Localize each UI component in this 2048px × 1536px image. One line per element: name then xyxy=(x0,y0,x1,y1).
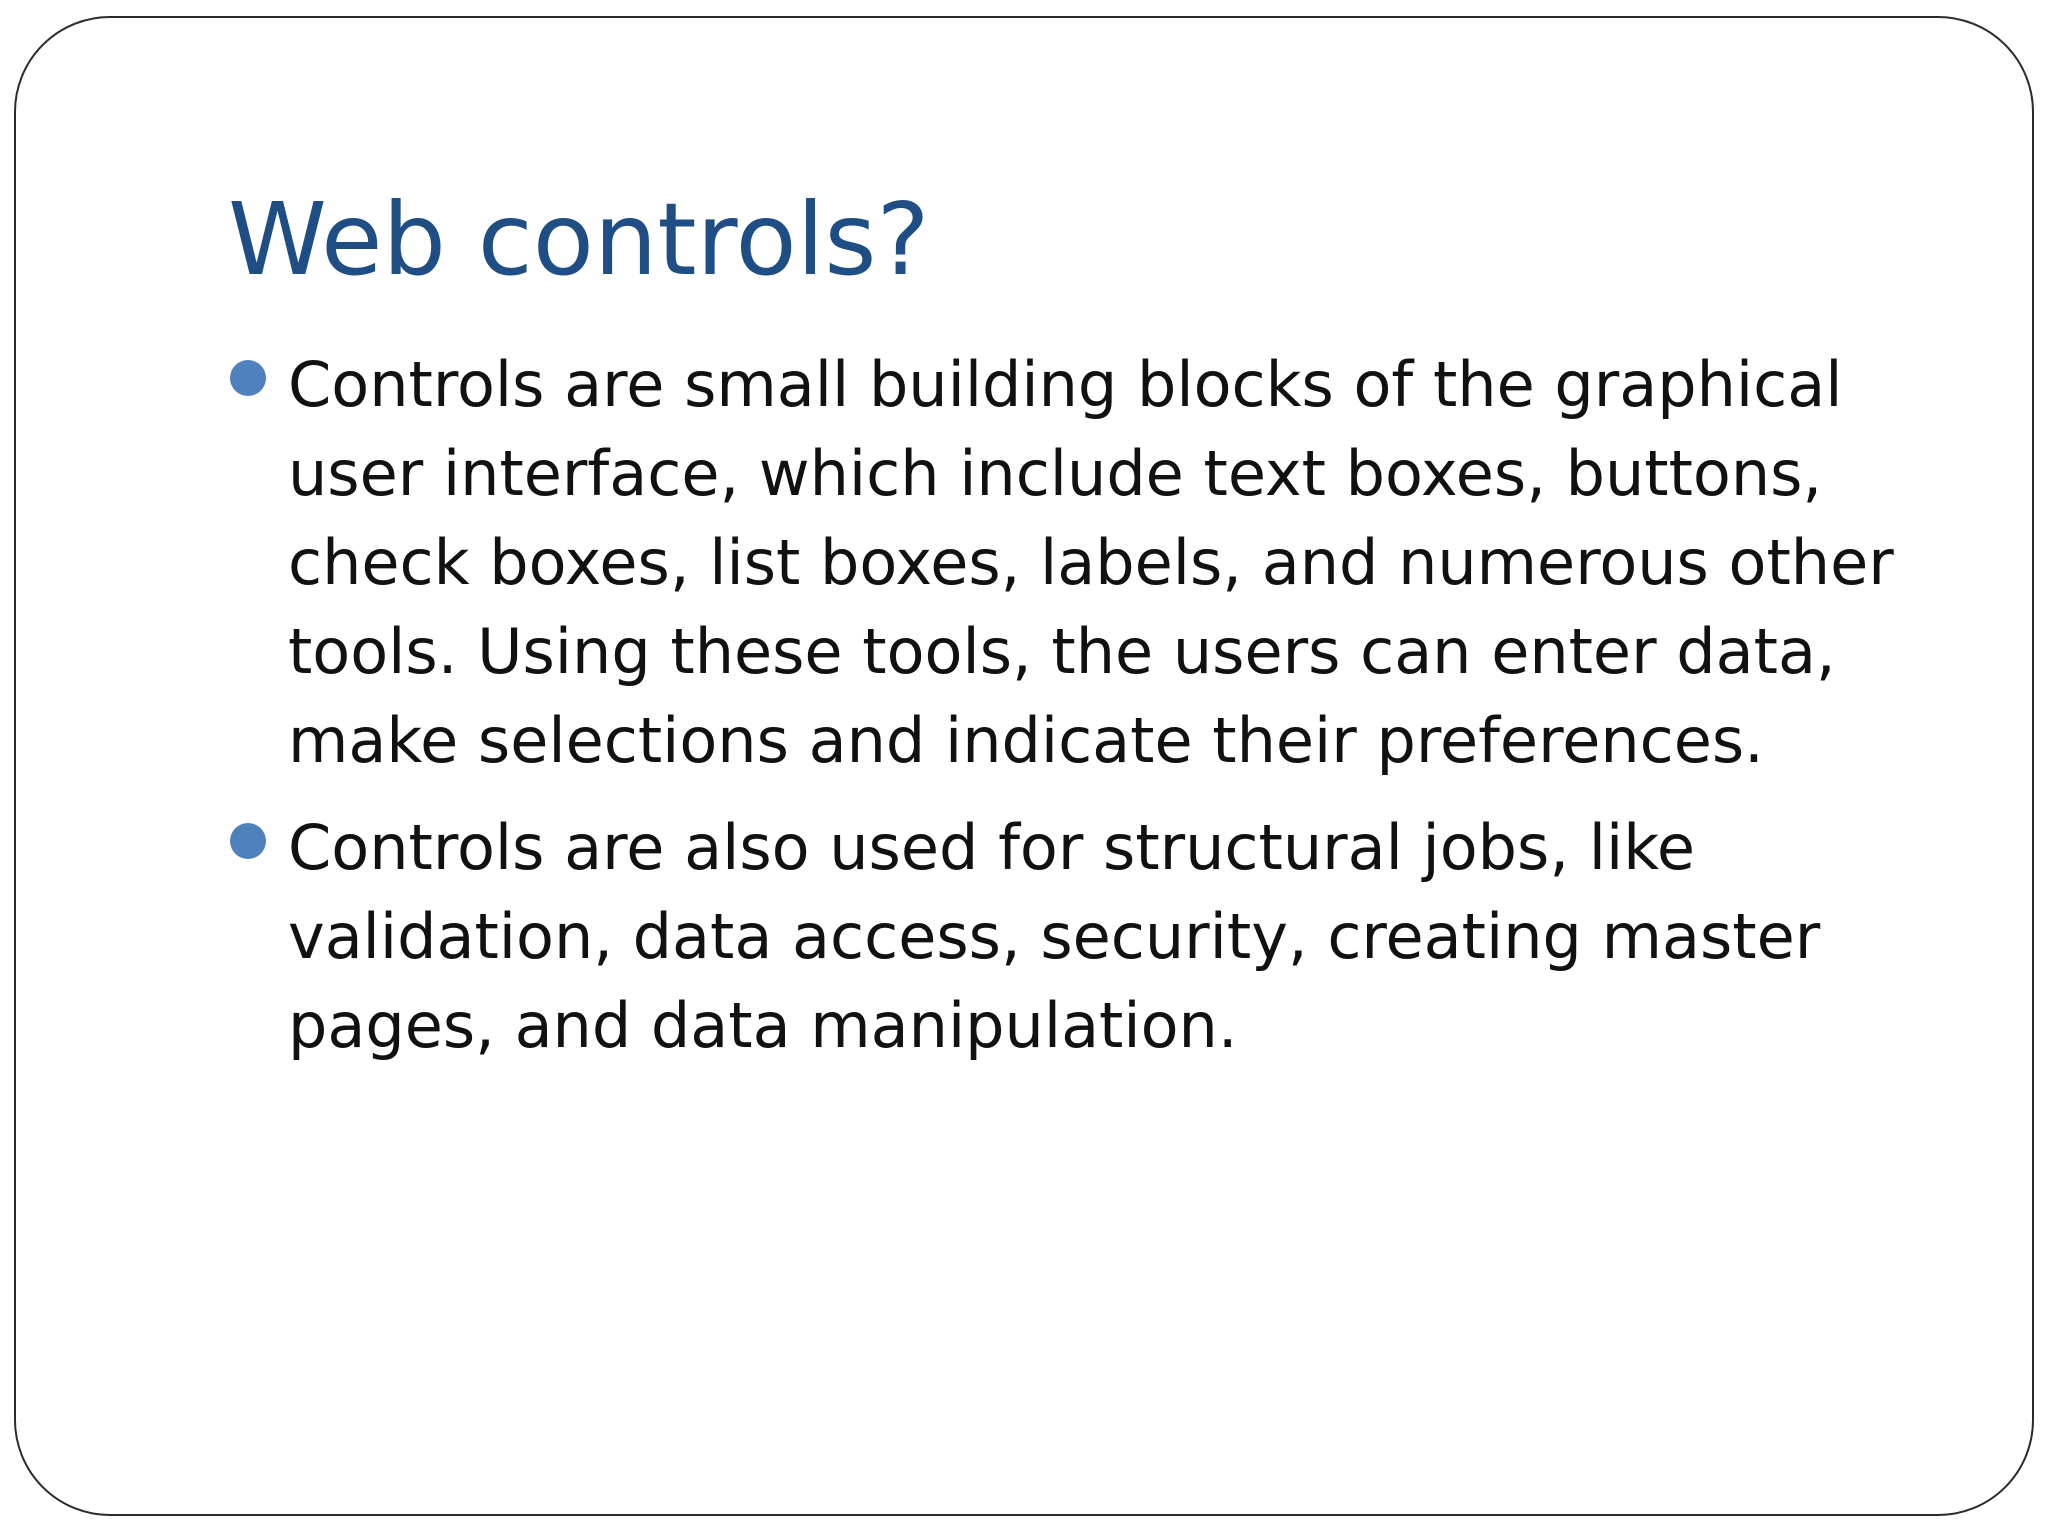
bullet-text: Controls are also used for structural jobs, like validation, data access, security, creating master pages, and data manipulation. xyxy=(288,811,1821,1062)
bullet-dot-icon xyxy=(230,823,266,859)
bullet-dot-icon xyxy=(230,360,266,396)
bullet-item xyxy=(228,803,1908,1070)
bullet-text: Controls are small building blocks of the graphical user interface, which include text boxes, buttons, check boxes, list boxes, labels, and numerous other tools. Using these tools, the users can enter data, make selections and indicate their preferences. xyxy=(288,348,1894,777)
bullet-list xyxy=(228,340,1908,1088)
slide-title: Web controls? xyxy=(228,181,930,298)
bullet-item xyxy=(228,340,1908,785)
